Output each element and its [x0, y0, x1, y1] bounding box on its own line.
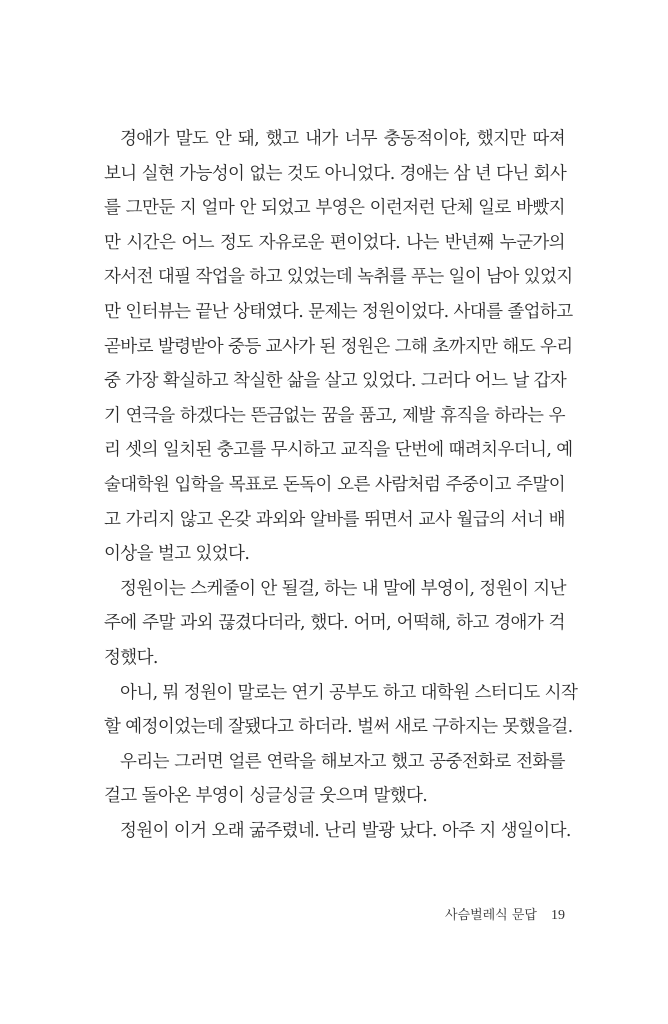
text-line: 할 예정이었는데 잘됐다고 하더라. 벌써 새로 구하지는 못했을걸.: [104, 717, 573, 738]
text-line: 만 인터뷰는 끝난 상태였다. 문제는 정원이었다. 사대를 졸업하고: [104, 301, 573, 322]
text-line: 곧바로 발령받아 중등 교사가 된 정원은 그해 초까지만 해도 우리: [104, 336, 573, 357]
text-line: 만 시간은 어느 정도 자유로운 편이었다. 나는 반년째 누군가의: [104, 232, 565, 253]
text-line: 자서전 대필 작업을 하고 있었는데 녹취를 푸는 일이 남아 있었지: [104, 267, 573, 288]
running-title: 사슴벌레식 문답: [444, 908, 537, 923]
text-line: 아니, 뭐 정원이 말로는 연기 공부도 하고 대학원 스터디도 시작: [120, 682, 578, 703]
text-line: 정원이는 스케줄이 안 될걸, 하는 내 말에 부영이, 정원이 지난: [120, 578, 566, 599]
text-line: 우리는 그러면 얼른 연락을 해보자고 했고 공중전화로 전화를: [120, 751, 565, 772]
text-line: 걸고 돌아온 부영이 싱글싱글 웃으며 말했다.: [104, 786, 428, 807]
text-line: 리 셋의 일치된 충고를 무시하고 교직을 단번에 때려치우더니, 예: [104, 440, 573, 461]
page-body: [104, 122, 578, 848]
text-line: 중 가장 확실하고 착실한 삶을 살고 있었다. 그러다 어느 날 갑자: [104, 371, 567, 392]
text-line: 주에 주말 과외 끊겼다더라, 했다. 어머, 어떡해, 하고 경애가 걱: [104, 613, 565, 634]
text-line: 정했다.: [104, 647, 158, 668]
text-line: 고 가리지 않고 온갖 과외와 알바를 뛰면서 교사 월급의 서너 배: [104, 509, 565, 530]
text-line: 정원이 이거 오래 굶주렸네. 난리 발광 났다. 아주 지 생일이다.: [120, 820, 571, 841]
text-line: 경애가 말도 안 돼, 했고 내가 너무 충동적이야, 했지만 따져: [120, 129, 565, 149]
text-line: 보니 실현 가능성이 없는 것도 아니었다. 경애는 삼 년 다닌 회사: [104, 163, 567, 184]
text-line: 기 연극을 하겠다는 뜬금없는 꿈을 품고, 제발 휴직을 하라는 우: [104, 405, 565, 426]
text-line: 를 그만둔 지 얼마 안 되었고 부영은 이런저런 단체 일로 바빴지: [104, 198, 565, 219]
text-line: 술대학원 입학을 목표로 돈독이 오른 사람처럼 주중이고 주말이: [104, 474, 565, 495]
page-footer: [445, 904, 565, 924]
text-line: 이상을 벌고 있었다.: [104, 544, 250, 565]
page-number: 19: [551, 908, 565, 923]
